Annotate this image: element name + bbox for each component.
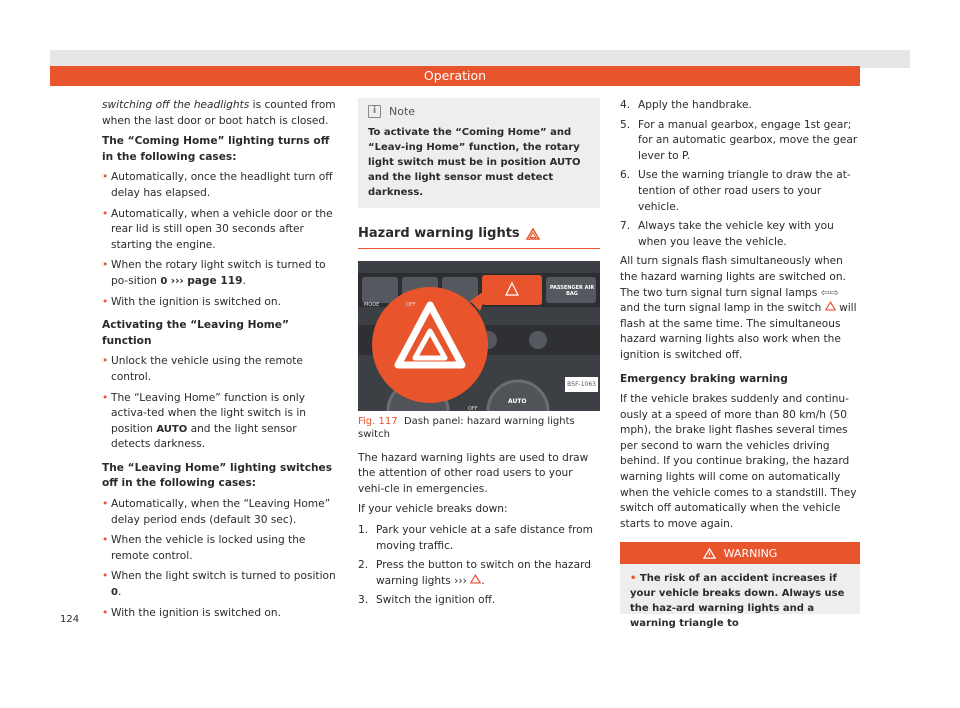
paragraph-turn-signals (620, 254, 860, 363)
note-header (368, 104, 591, 119)
figure-caption (358, 415, 600, 441)
figure-code: B5F-1063 (565, 377, 598, 393)
caption-text: Dash panel: hazard warning lights switch (358, 415, 575, 440)
breakdown-steps (358, 523, 600, 609)
step-text: Switch the ignition off. (376, 594, 496, 607)
list-item (358, 593, 600, 609)
heading-coming-home-off: The “Coming Home” lighting turns off in the following cases: (102, 135, 330, 163)
list-item-text: Automatically, when a vehicle door or the rear lid is still open 30 seconds after starting the engine. (111, 207, 333, 251)
list-item: • When the light switch is turned to position 0. (102, 569, 338, 600)
paragraph-text: All turn signals flash simultaneously when the hazard warning lights are switched on. The two turn signal turn signal lamps (620, 255, 846, 299)
warning-triangle-icon (703, 548, 716, 559)
turn-signal-arrows-icon: ⇦⇨ (820, 286, 839, 299)
list-item: • Unlock the vehicle using the remote control. (102, 355, 303, 383)
paragraph-breakdown: If your vehicle breaks down: (358, 503, 508, 516)
list-item-text: With the ignition is switched on. (111, 295, 281, 308)
column-left (102, 98, 338, 626)
list-item: • Automatically, when a vehicle door or the rear lid is still open 30 seconds after starting the engine. (102, 207, 333, 251)
list-item-text: The “Leaving Home” function is only activa-ted when the light switch is in position (111, 391, 307, 435)
warning-header (620, 542, 860, 564)
note-box (358, 98, 600, 208)
list-item: • With the ignition is switched on. (102, 606, 281, 619)
list-item-text: With the ignition is switched on. (111, 606, 281, 619)
dash-panel-illustration (358, 261, 600, 411)
list-item (620, 168, 860, 215)
list-item (358, 523, 600, 554)
list-item: • The “Leaving Home” function is only activa-ted when the light switch is in position AUTO and the light sensor detects darkness. (102, 391, 307, 451)
auto-button-label: AUTO (508, 397, 527, 405)
list-item: • When the vehicle is locked using the remote control. (102, 534, 306, 562)
off-button-label: OFF (406, 301, 416, 308)
step-number: 6. (620, 169, 631, 182)
paragraph-text: and the turn signal lamp in the switch (620, 302, 822, 315)
hazard-triangle-icon (470, 574, 481, 584)
dash-panel-figure (358, 261, 600, 411)
section-title-text: Hazard warning lights (358, 226, 520, 241)
step-number: 1. (358, 523, 369, 536)
hazard-triangle-icon (526, 228, 540, 240)
heading-emergency-braking: Emergency braking warning (620, 372, 788, 385)
step-text: For a manual gearbox, engage 1st gear; for an automatic gearbox, move the gear lever to P. (638, 118, 858, 162)
paragraph-hazard-intro: The hazard warning lights are used to draw the attention of other road users to your vehi-cle in emergencies. (358, 451, 589, 495)
note-title: Note (389, 105, 416, 118)
page-number: 124 (60, 614, 80, 625)
list-item: 2. Press the button to switch on the hazard warning lights ››› . (358, 559, 591, 587)
list-item: • When the rotary light switch is turned to po-sition 0 ››› page 119. (102, 258, 338, 289)
step-text: Press the button to switch on the hazard warning lights ››› (376, 559, 591, 587)
step-text: Apply the handbrake. (638, 99, 752, 111)
step-text: Use the warning triangle to draw the at-tention of other road users to your vehicle. (638, 169, 851, 213)
step-text: Always take the vehicle key with you when you leave the vehicle. (638, 220, 834, 248)
light-off-symbol: 0 (160, 275, 168, 287)
note-text-part: To activate the “Coming Home” and “Leav-ing Home” function, the rotary light switch must be in position (368, 127, 580, 168)
hazard-triangle-icon (825, 301, 836, 311)
breakdown-steps-continued (620, 98, 860, 250)
column-right (620, 98, 860, 630)
step-number: 4. (620, 99, 631, 111)
step-number: 7. (620, 220, 631, 233)
list-item: • Automatically, once the headlight turn off delay has elapsed. (102, 171, 333, 199)
list-item: • With the ignition is switched on. (102, 295, 281, 308)
section-header: Operation (50, 66, 860, 86)
light-off-symbol: 0 (111, 587, 118, 599)
list-item (620, 118, 860, 165)
list-item-text: When the vehicle is locked using the remote control. (111, 534, 306, 562)
step-number: 3. (358, 594, 369, 607)
list-item-text: When the light switch is turned to position (111, 570, 336, 583)
note-text (368, 125, 591, 200)
warning-title: WARNING (723, 546, 778, 560)
reference-arrow: ››› (170, 274, 184, 287)
off-dial-label: OFF (468, 405, 478, 411)
auto-symbol: AUTO (549, 157, 581, 168)
warning-text: • The risk of an accident increases if your vehicle breaks down. Always use the haz-ard warning lights and a warning triangle to (630, 573, 845, 630)
section-title (358, 226, 600, 249)
heading-leaving-home-off: The “Leaving Home” lighting switches off in the following cases: (102, 461, 333, 490)
intro-text: is counted from when the last door or boot hatch is closed. (102, 99, 336, 127)
list-item-text: Automatically, once the headlight turn off delay has elapsed. (111, 171, 333, 199)
paragraph-text: will flash at the same time. The simultaneous hazard warning lights also work when the ignition is switched off. (620, 302, 857, 361)
list-item (620, 219, 860, 250)
warning-box (620, 542, 860, 630)
mode-button-label: MODE (364, 301, 380, 308)
note-text-part: and the light sensor must detect darkness. (368, 172, 554, 198)
auto-symbol: AUTO (156, 423, 188, 435)
passenger-airbag-label: PASSENGER AIR BAG (549, 284, 595, 297)
step-number: 2. (358, 559, 369, 572)
list-item-text: Automatically, when the “Leaving Home” delay period ends (default 30 sec). (111, 498, 331, 526)
italic-term: switching off the headlights (102, 99, 250, 111)
list-item-text: When the rotary light switch is turned to po-sition (111, 259, 326, 287)
figure-number: Fig. 117 (358, 415, 398, 427)
column-middle (358, 98, 600, 613)
info-icon: i (368, 105, 381, 118)
paragraph-intro (102, 98, 338, 129)
list-item-text: Unlock the vehicle using the remote control. (111, 355, 303, 383)
list-item-text: and the light sensor detects darkness. (111, 422, 297, 451)
warning-text-body: The risk of an accident increases if your vehicle breaks down. Always use the haz-ard warning lights and a warning triangle to (630, 573, 845, 630)
heading-leaving-home-activate: Activating the “Leaving Home” function (102, 319, 289, 347)
step-number: 5. (620, 118, 631, 131)
list-item (620, 98, 860, 114)
page-reference-link[interactable]: page 119 (187, 274, 243, 287)
paragraph-emergency-braking: If the vehicle brakes suddenly and continu-ously at a speed of more than 80 km/h (50 mph), the brake light flashes several times per second to warn the vehicles driving behind. If you continue braking, the hazard warning lights will come on automatically when the vehicle comes to a standstill. They switch off automatically when the vehicle starts to move again. (620, 393, 857, 530)
list-item: • Automatically, when the “Leaving Home” delay period ends (default 30 sec). (102, 498, 331, 526)
step-text: Park your vehicle at a safe distance from moving traffic. (376, 523, 593, 552)
